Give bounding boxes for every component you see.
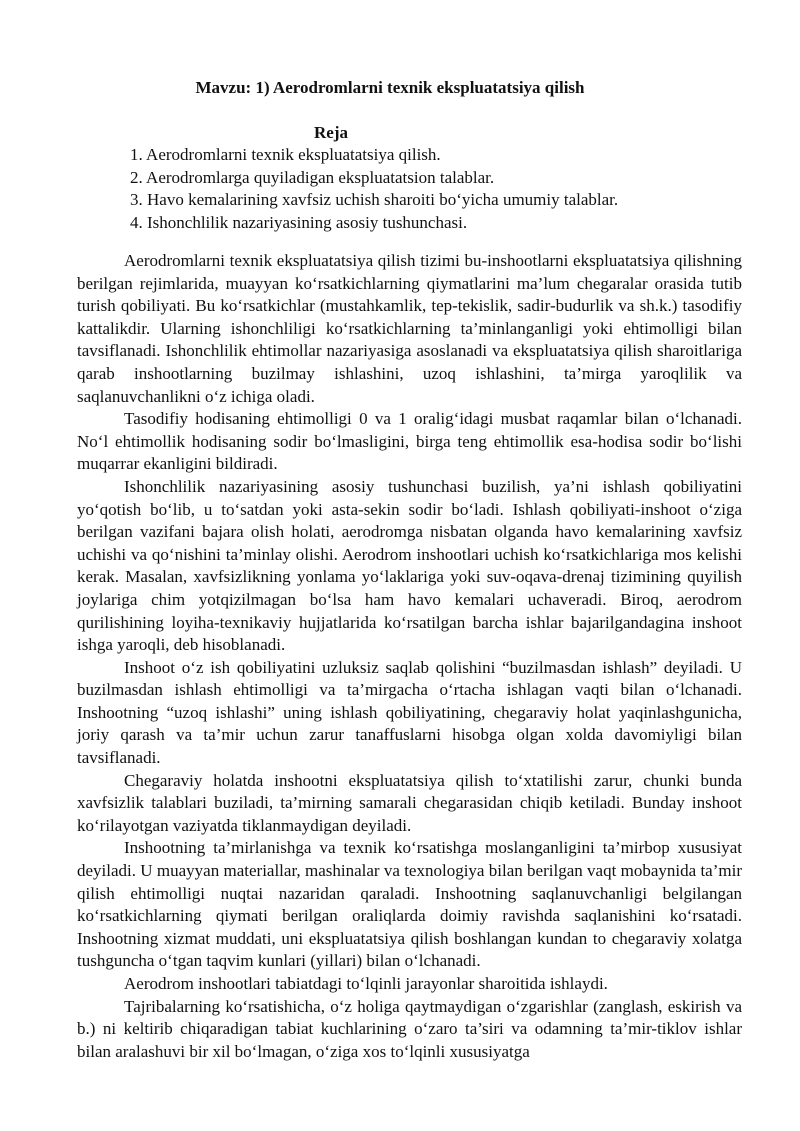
paragraph: Ishonchlilik nazariyasining asosiy tushunchasi buzilish, ya’ni ishlash qobiliyatini yo‘qotish bo‘lib, u to‘satdan yoki asta-sekin sodir bo‘ladi. Ishlash qobiliyati-inshoot o‘ziga berilgan vazifani bajara olish holati, aerodromga nisbatan olganda havo kemalarining xavfsiz uchishi va qo‘nishini ta’minlay olishi. Aerodrom inshootlari uchish ko‘rsatkichlariga mos kelishi kerak. Masalan, xavfsizlikning yonlama yo‘laklariga yoki suv-oqava-drenaj tizimining quyilish joylariga chim yotqizilmagan bo‘lsa ham havo kemalari uchaveradi. Biroq, aerodrom qurilishining loyiha-texnikaviy hujjatlarida ko‘rsatilgan barcha ishlar bajarilgandagina inshoot ishga yaroqli, deb hisoblanadi.	[77, 476, 742, 655]
paragraph: Inshoot o‘z ish qobiliyatini uzluksiz saqlab qolishini “buzilmasdan ishlash” deyiladi. U buzilmasdan ishlash ehtimolligi va ta’mirgacha o‘rtacha ishlagan vaqti bilan o‘lchanadi. Inshootning “uzoq ishlashi” uning ishlash qobiliyatining, chegaraviy holat yaqinlashgunicha, joriy qarash va ta’mir uchun zarur tanaffuslarni hisobga olgan xolda davomiyligi bilan tavsiflanadi.	[77, 657, 742, 768]
plan-item: 4. Ishonchlilik nazariyasining asosiy tushunchasi.	[130, 212, 468, 232]
body-text	[77, 250, 742, 1063]
paragraph: Aerodrom inshootlari tabiatdagi to‘lqinli jarayonlar sharoitida ishlaydi.	[124, 974, 608, 993]
document-title: Mavzu: 1) Aerodromlarni texnik ekspluatatsiya qilish	[195, 78, 585, 97]
paragraph: Tasodifiy hodisaning ehtimolligi 0 va 1 oralig‘idagi musbat raqamlar bilan o‘lchanadi. No‘l ehtimollik hodisaning sodir bo‘lmasligini, birga teng ehtimollik esa-hodisa sodir bo‘lishi muqarrar ekanligini bildiradi.	[77, 409, 742, 474]
paragraph: Chegaraviy holatda inshootni ekspluatatsiya qilish to‘xtatilishi zarur, chunki bunda xavfsizlik talablari buziladi, ta’mirning samarali chegarasidan chiqib ketiladi. Bunday inshoot ko‘rilayotgan vaziyatda tiklanmaydigan deyiladi.	[77, 770, 742, 835]
paragraph: Aerodromlarni texnik ekspluatatsiya qilish tizimi bu-inshootlarni ekspluatatsiya qilishning berilgan rejimlarida, muayyan ko‘rsatkichlarning qiymatlarini ma’lum chegaralar orasida tutib turish qobiliyati. Bu ko‘rsatkichlar (mustahkamlik, tep-tekislik, sadir-budurlik va sh.k.) tasodifiy kattalikdir. Ularning ishonchliligi ko‘rsatkichlarning ta’minlanganligi yoki ehtimolligi bilan tavsiflanadi. Ishonchlilik ehtimollar nazariyasiga asoslanadi va ekspluatatsiya qilish sharoitlariga qarab inshootlarning buzilmay ishlashini, uzoq ishlashini, ta’mirga yaroqlilik va saqlanuvchanlikni o‘z ichiga oladi.	[77, 251, 742, 406]
plan-heading: Reja	[314, 123, 348, 142]
paragraph: Tajribalarning ko‘rsatishicha, o‘z holiga qaytmaydigan o‘zgarishlar (zanglash, eskirish va b.) ni keltirib chiqaradigan tabiat kuchlarining o‘zaro ta’siri va odamning ta’mir-tiklov ishlar bilan aralashuvi bir xil bo‘lmagan, o‘ziga xos to‘lqinli xususiyatga	[77, 996, 742, 1061]
paragraph: Inshootning ta’mirlanishga va texnik ko‘rsatishga moslanganligini ta’mirbop xususiyat deyiladi. U muayyan materiallar, mashinalar va texnologiya bilan berilgan vaqt mobaynida ta’mir qilish ehtimolligi nuqtai nazaridan qaraladi. Inshootning saqlanuvchanligi belgilangan ko‘rsatkichlarning qiymati berilgan oraliqlarda doimiy ravishda saqlanishini ko‘rsatadi. Inshootning xizmat muddati, uni ekspluatatsiya qilish boshlangan kundan to chegaraviy xolatga tushguncha o‘tgan taqvim kunlari (yillari) bilan o‘lchanadi.	[77, 838, 742, 971]
plan-item: 3. Havo kemalarining xavfsiz uchish sharoiti bo‘yicha umumiy talablar.	[130, 190, 619, 209]
plan-item: 2. Aerodromlarga quyiladigan ekspluatatsion talablar.	[130, 167, 495, 187]
plan-list	[130, 144, 618, 234]
plan-item: 1. Aerodromlarni texnik ekspluatatsiya qilish.	[130, 145, 441, 164]
